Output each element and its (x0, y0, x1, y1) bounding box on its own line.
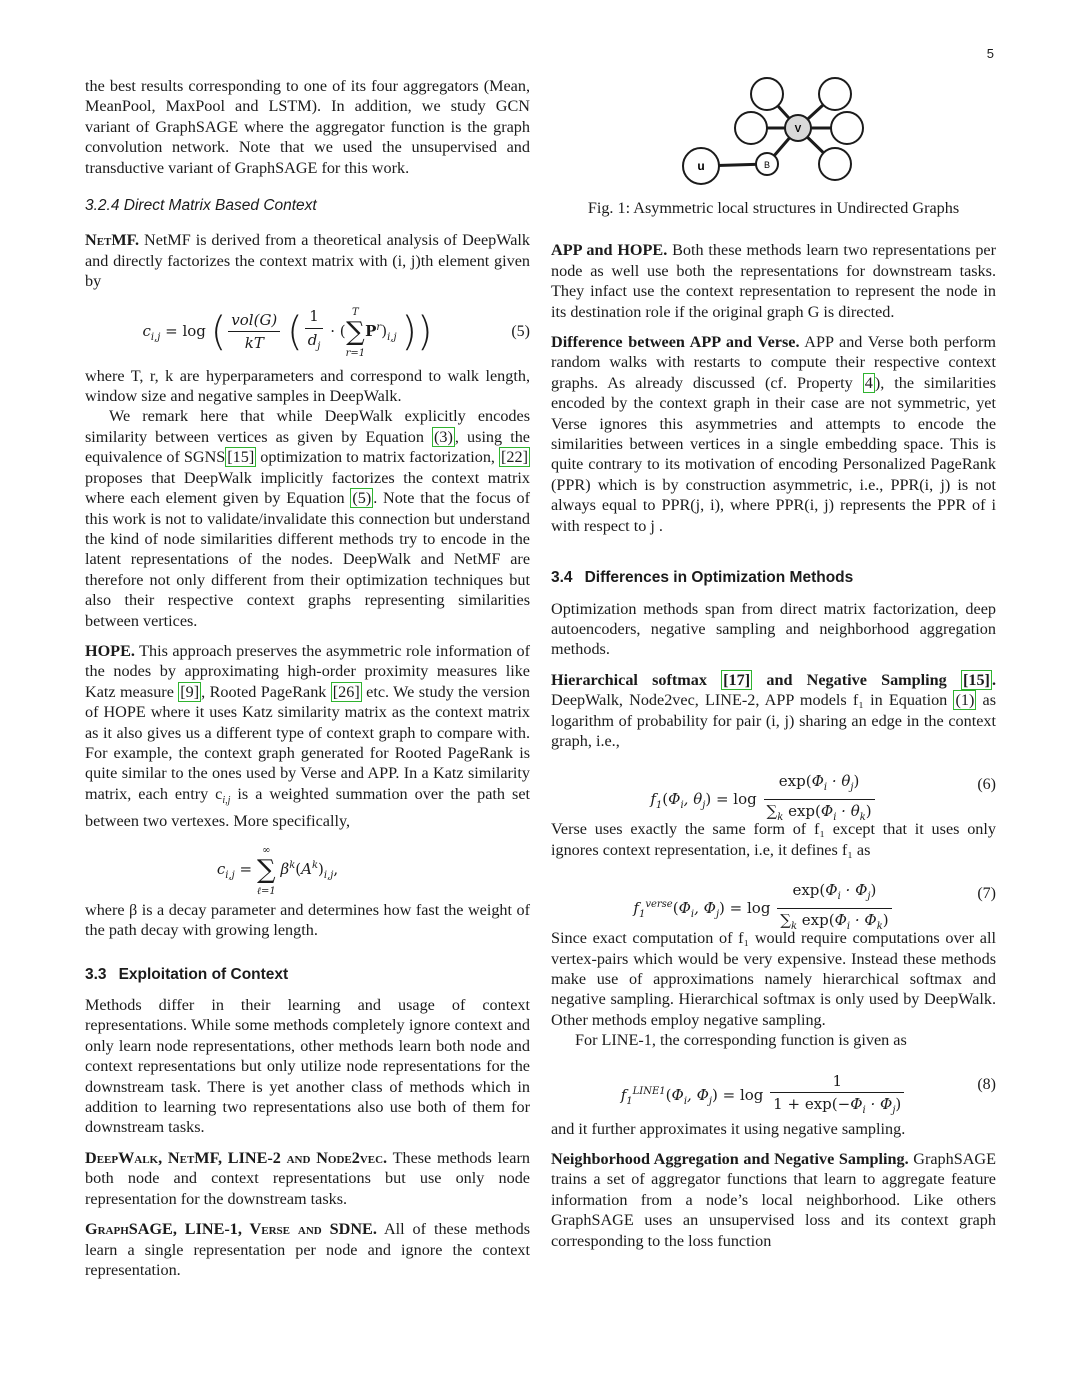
citation-link-26[interactable]: [26] (332, 682, 360, 701)
paragraph-neighborhood: Neighborhood Aggregation and Negative Sampling. GraphSAGE trains a set of aggregator functions that learn to aggregate feature information from a node’s local neighborhood. Like others GraphSAGE uses an unsupervised loss and its context graph corresponding to the loss function (551, 1150, 996, 1250)
paragraph-further: and it further approximates it using negative sampling. (551, 1119, 906, 1138)
paragraph-remark: We remark here that while DeepWalk explicitly encodes similarity between vertices as given by Equation (3) , using the equivalence of SGNS [15] optimization to matrix factorization, [22] proposes that DeepWalk implicitly factorizes the context matrix where each element given by Equation (5) . Note that the focus of this work is not to validate/invalidate this connection but understand the kind of node similarities different methods try to encode in the latent representations of the nodes. DeepWalk and NetMF are therefore not only different from their optimization techniques but also their respective context graphs representing similarities between vertices. (85, 407, 530, 630)
citation-link-eq5[interactable]: (5) (352, 489, 372, 508)
equation-number-7: (7) (977, 885, 996, 903)
equation-number-6: (6) (977, 776, 996, 794)
node-label-b: B (763, 160, 771, 170)
equation-number-5: (5) (511, 322, 530, 340)
run-in-heading-neighborhood: Neighborhood Aggregation and Negative Sampling. (551, 1150, 909, 1168)
paragraph-where: where T, r, k are hyperparameters and correspond to walk length, window size and negative samples in DeepWalk. (85, 366, 530, 406)
citation-link-eq3[interactable]: (3) (434, 427, 453, 446)
run-in-heading-deepwalk: DeepWalk, NetMF, LINE-2 and Node2vec. (85, 1148, 388, 1167)
subsection-heading-3-2-4: 3.2.4 Direct Matrix Based Context (85, 197, 317, 215)
paragraph-hope: HOPE. This approach preserves the asymmetric role information of the nodes by approximating high-order proximity measures like Katz measure [9] , Rooted PageRank [26] etc. We study the version of HOPE where it uses Katz similarity matrix as the context matrix as it also gives us a different type of context graph to compare with. For example, the context graph generated for Rooted PageRank is quite similar to the ones used by Verse and APP. In a Katz similarity matrix, each entry $c_{i,j}$ is a weighted summation over the path set between two vertexes. More specifically, (85, 641, 530, 831)
run-in-heading-app-hope: APP and HOPE. (551, 241, 668, 260)
section-heading-3-3: 3.3 Exploitation of Context (85, 965, 289, 983)
citation-link-property-4[interactable]: 4 (864, 373, 873, 392)
equation-6: $f_1(\Phi_i$, $\theta_j) = \log$ $\frac{\exp(\Phi_i \cdot \theta_j)}{\sum_k \exp(\Phi_i \cdot \theta_k)}$ (6) (650, 772, 996, 824)
equation-7: $f_1^{verse}(\Phi_i$, $\Phi_j) = \log$ $\frac{\exp(\Phi_i \cdot \Phi_j)}{\sum_k \exp(\Phi_i \cdot \Phi_k)}$ (7) (633, 881, 996, 933)
paragraph-line1: For LINE-1, the corresponding function is given as (575, 1031, 907, 1050)
figure-1 (551, 72, 996, 192)
paragraph-since: Since exact computation of f₁ would require computations over all vertex-pairs which would be very expensive. Instead these methods make use of approximations namely hierarchical softmax and negative sampling. Hierarchical softmax is only used by DeepWalk. Other methods employ negative sampling. (551, 929, 996, 1029)
asymmetric-graph-diagram (551, 72, 996, 192)
run-in-heading-graphsage: GraphSAGE, LINE-1, Verse and SDNE. (85, 1220, 377, 1239)
citation-link-15[interactable]: [15] (227, 448, 255, 467)
node-label-v: V (794, 124, 802, 135)
paragraph-app-hope: APP and HOPE. Both these methods learn two representations per node as well use both the representations for downstream tasks. They infact use the context representation to represent the node in its destination role if the original graph G is directed. (551, 241, 996, 321)
paragraph-netmf: NetMF. NetMF is derived from a theoretical analysis of DeepWalk and directly factorizes the context matrix with (i, j)th element given by (85, 231, 530, 291)
node-label-u: u (697, 159, 705, 173)
run-in-heading-difference: Difference between APP and Verse. (551, 333, 800, 352)
paragraph-graphsage-group: GraphSAGE, LINE-1, Verse and SDNE. All of these methods learn a single representation per node and ignore the context representation. (85, 1220, 530, 1279)
citation-link-15b[interactable]: [15] (962, 670, 990, 689)
run-in-heading-hope: HOPE. (85, 641, 135, 660)
paragraph-exploitation: Methods differ in their learning and usage of context representations. While some methods completely ignore context and only learn node representations, other methods learn both node and context representations but only utilize node representations for the downstream task. There is yet another class of methods which in addition to learning two representations also use both of them for downstream tasks. (85, 996, 530, 1137)
equation-8: $f_1^{LINE1}(\Phi_i$, $\Phi_j) = \log$ $\frac{1}{1 + \exp(-\Phi_i \cdot \Phi_j)}$ (8) (620, 1071, 996, 1116)
paragraph-verse: Verse uses exactly the same form of f₁ except that it uses only ignores context representation, i.e, it defines f₁ as (551, 820, 996, 859)
citation-link-22[interactable]: [22] (501, 448, 528, 467)
citation-link-9[interactable]: [9] (180, 682, 200, 701)
figure-caption: Fig. 1: Asymmetric local structures in Undirected Graphs (587, 199, 960, 217)
paragraph-difference: Difference between APP and Verse. APP and Verse both perform random walks with restarts to compute their respective context graphs. As already discussed (cf. Property 4 ), the similarities encoded by the context graph in their case are not symmetric, yet Verse ignores this asymmetries and attempts to encode the similarities between vertices in a single embedding space. This is quite contrary to its motivation of encoding Personalized PageRank (PPR) which is by construction asymmetric, i.e., PPR(i, j) is not always equal to PPR(j, i), where PPR(i, j) represents the PPR of i with respect to j . (551, 333, 996, 535)
citation-link-eq1[interactable]: (1) (955, 691, 975, 710)
equation-katz: $c_{i,j}$ = ∞ ∑ ℓ=1 $\beta^k(A^k)_{i,j}$, (216, 844, 339, 897)
run-in-heading-netmf: NetMF. (85, 231, 140, 250)
section-heading-3-4: 3.4 Differences in Optimization Methods (551, 569, 854, 587)
equation-number-8: (8) (977, 1075, 996, 1093)
left-column (85, 76, 530, 1280)
paragraph-optimization: Optimization methods span from direct matrix factorization, deep autoencoders, negative sampling and neighborhood aggregation methods. (551, 599, 996, 659)
paragraph-beta: where β is a decay parameter and determines how fast the weight of the path decay with growing length. (85, 900, 530, 940)
right-column (551, 72, 996, 1251)
equation-5: $c_{i,j} = \log$ ( $\frac{\text{vol(G)}}{kT}$ ( $\frac{1}{d_j}$ · (T ∑ $r=1P^r)_{i,j}$ )) (5) (142, 306, 530, 359)
paragraph-deepwalk-group: DeepWalk, NetMF, LINE-2 and Node2vec. These methods learn both node and context representations but use only node representation for the downstream tasks. (85, 1148, 530, 1208)
paragraph-intro: the best results corresponding to one of its four aggregators (Mean, MeanPool, MaxPool and LSTM). In addition, we study GCN variant of GraphSAGE where the aggregator function is the graph convolution network. Note that we used the unsupervised and transductive variant of GraphSAGE for this work. (85, 77, 530, 177)
paragraph-hierarchical-softmax: Hierarchical softmax [17] and Negative Sampling [15] . DeepWalk, Node2vec, LINE-2, APP models f₁ in Equation (1) as logarithm of probability for pair (i, j) sharing an edge in the context graph, i.e., (551, 670, 997, 750)
run-in-heading-hs: Hierarchical softmax [17] and Negative Sampling [15] . (551, 670, 996, 689)
page-number: 5 (986, 46, 994, 61)
citation-link-17[interactable]: [17] (723, 670, 751, 689)
